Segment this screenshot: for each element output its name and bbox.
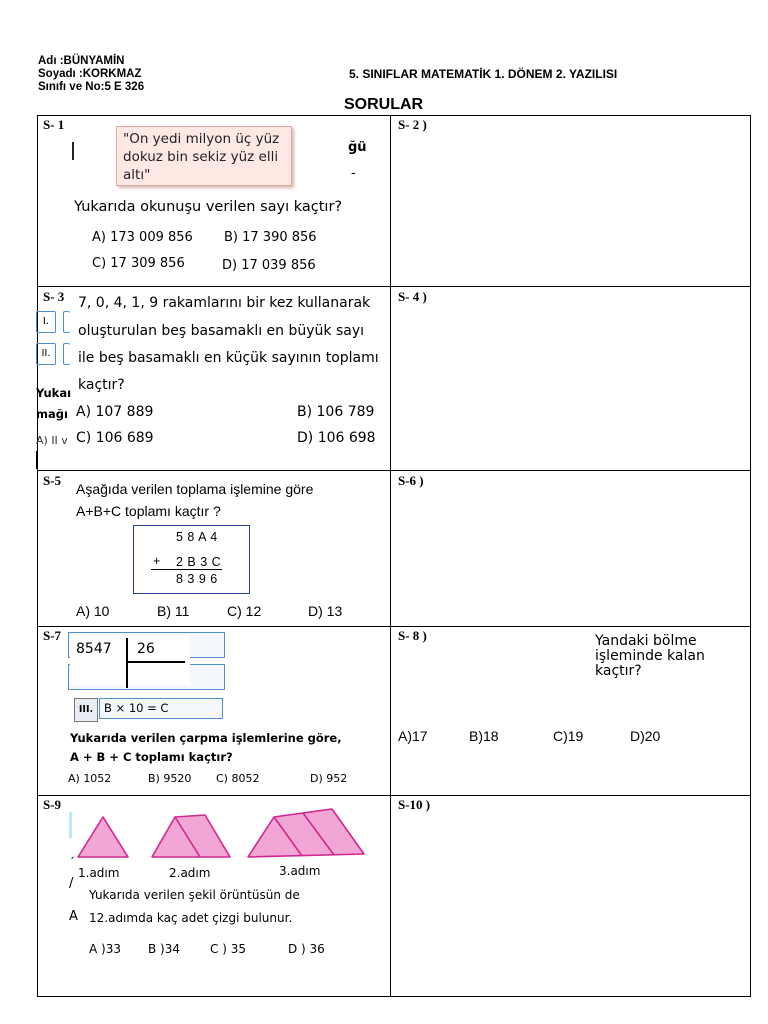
question-5-line-2: A+B+C toplamı kaçtır ? [76, 503, 221, 519]
cropped-marker [72, 142, 74, 160]
question-9-line-1: Yukarıda verilen şekil örüntüsün de [89, 888, 300, 902]
plus-sign: + [153, 554, 161, 568]
pattern-step-3-label: 3.adım [279, 864, 321, 878]
cropped-fragment: ˏ [69, 845, 75, 859]
question-1-option-c: C) 17 309 856 [92, 256, 185, 271]
question-5-option-a: A) 10 [76, 603, 110, 619]
question-1-option-b: B) 17 390 856 [224, 230, 317, 245]
question-3-line-3: ile beş basamaklı en küçük sayının toplamı [78, 350, 379, 366]
question-7-line-1: Yukarıda verilen çarpma işlemlerine göre, [70, 731, 342, 745]
question-8-option-b: B)18 [469, 728, 499, 744]
dividend: 8547 [76, 641, 112, 657]
student-name: Adı :BÜNYAMİN [38, 55, 125, 67]
pattern-step-2-label: 2.adım [169, 866, 211, 880]
question-7-option-b: B) 9520 [148, 772, 192, 785]
grid-right-line [750, 115, 751, 997]
cropped-box [63, 343, 70, 365]
cropped-fragment: A) II v [36, 434, 68, 447]
division-vertical-line [126, 638, 128, 688]
triangle-pattern-figure [70, 805, 370, 865]
question-8-option-d: D)20 [630, 728, 661, 744]
question-6-label: S-6 ) [398, 473, 424, 488]
equation-box-3: B × 10 = C [99, 698, 223, 719]
question-4-label: S- 4 ) [398, 289, 427, 304]
student-surname: Soyadı :KORKMAZ [38, 68, 142, 80]
sum-line [151, 569, 222, 570]
roman-i-box: I. [36, 311, 56, 333]
question-1-label: S- 1 [43, 117, 65, 132]
number-words-box: "On yedi milyon üç yüz dokuz bin sekiz yüz elli altı" [116, 126, 292, 186]
cropped-fragment: Yukaı [36, 386, 72, 400]
question-9-option-d: D ) 36 [288, 942, 325, 956]
question-1-option-d: D) 17 039 856 [222, 258, 316, 273]
addition-row-2: 2 B 3 C [176, 555, 222, 569]
question-8-text: Yandaki bölme işleminde kalan kaçtır? [595, 633, 705, 679]
pattern-step-2-shape [152, 815, 230, 857]
grid-row-line [37, 795, 751, 796]
question-7-line-2: A + B + C toplamı kaçtır? [70, 750, 233, 764]
question-3-line-2: oluşturulan beş basamaklı en büyük sayı [78, 323, 365, 339]
cropped-fragment: mağı [36, 407, 68, 421]
question-9-line-2: 12.adımda kaç adet çizgi bulunur. [89, 911, 293, 925]
roman-iii-box: III. [74, 698, 98, 722]
roman-ii-box: II. [36, 343, 56, 365]
exam-title: 5. SINIFLAR MATEMATİK 1. DÖNEM 2. YAZILISI [349, 67, 618, 81]
pattern-step-1-label: 1.adım [78, 866, 120, 880]
question-3-line-4: kaçtır? [78, 377, 125, 393]
question-5-option-c: C) 12 [227, 603, 262, 619]
question-8-option-c: C)19 [553, 728, 584, 744]
question-2-label: S- 2 ) [398, 117, 427, 132]
pattern-step-1-shape [78, 817, 128, 857]
question-3-line-1: 7, 0, 4, 1, 9 rakamlarını bir kez kullanarak [78, 295, 371, 311]
cropped-fragment: ğü [348, 140, 367, 155]
question-5-option-d: D) 13 [308, 603, 343, 619]
question-1-option-a: A) 173 009 856 [92, 230, 193, 245]
cropped-fragment: - [351, 166, 356, 181]
question-7-option-d: D) 952 [310, 772, 348, 785]
grid-left-line [37, 115, 38, 997]
question-3-option-a: A) 107 889 [76, 404, 154, 420]
question-9-option-b: B )34 [148, 942, 180, 956]
question-8-label: S- 8 ) [398, 628, 427, 643]
question-3-option-b: B) 106 789 [297, 404, 375, 420]
addition-result: 8 3 9 6 [176, 572, 218, 586]
grid-row-line [37, 470, 751, 471]
cropped-fragment: A [69, 909, 78, 924]
question-5-line-1: Aşağıda verilen toplama işlemine göre [76, 481, 314, 497]
grid-bottom-line [37, 996, 751, 997]
question-8-option-a: A)17 [398, 728, 428, 744]
grid-row-line [37, 626, 751, 627]
section-title: SORULAR [344, 96, 424, 113]
question-3-option-c: C) 106 689 [76, 430, 154, 446]
question-9-option-c: C ) 35 [210, 942, 246, 956]
addition-row-1: 5 8 A 4 [176, 530, 218, 544]
cropped-marker [36, 451, 38, 469]
question-3-option-d: D) 106 698 [297, 430, 376, 446]
question-5-label: S-5 [43, 473, 62, 488]
question-9-label: S-9 [43, 797, 62, 812]
division-horizontal-line [127, 661, 185, 663]
question-9-option-a: A )33 [89, 942, 121, 956]
grid-middle-line [390, 115, 391, 997]
divisor: 26 [137, 641, 155, 657]
question-7-label: S-7 [43, 628, 62, 643]
question-3-label: S- 3 [43, 289, 65, 304]
question-5-option-b: B) 11 [157, 603, 190, 619]
question-7-option-c: C) 8052 [216, 772, 260, 785]
question-10-label: S-10 ) [398, 797, 431, 812]
cropped-fragment: / [69, 876, 74, 891]
grid-row-line [37, 286, 751, 287]
question-1-text: Yukarıda okunuşu verilen sayı kaçtır? [74, 199, 343, 215]
grid-top-line [37, 115, 751, 116]
student-class-number: Sınıfı ve No:5 E 326 [38, 81, 145, 93]
question-7-option-a: A) 1052 [68, 772, 112, 785]
cropped-box [63, 311, 70, 333]
